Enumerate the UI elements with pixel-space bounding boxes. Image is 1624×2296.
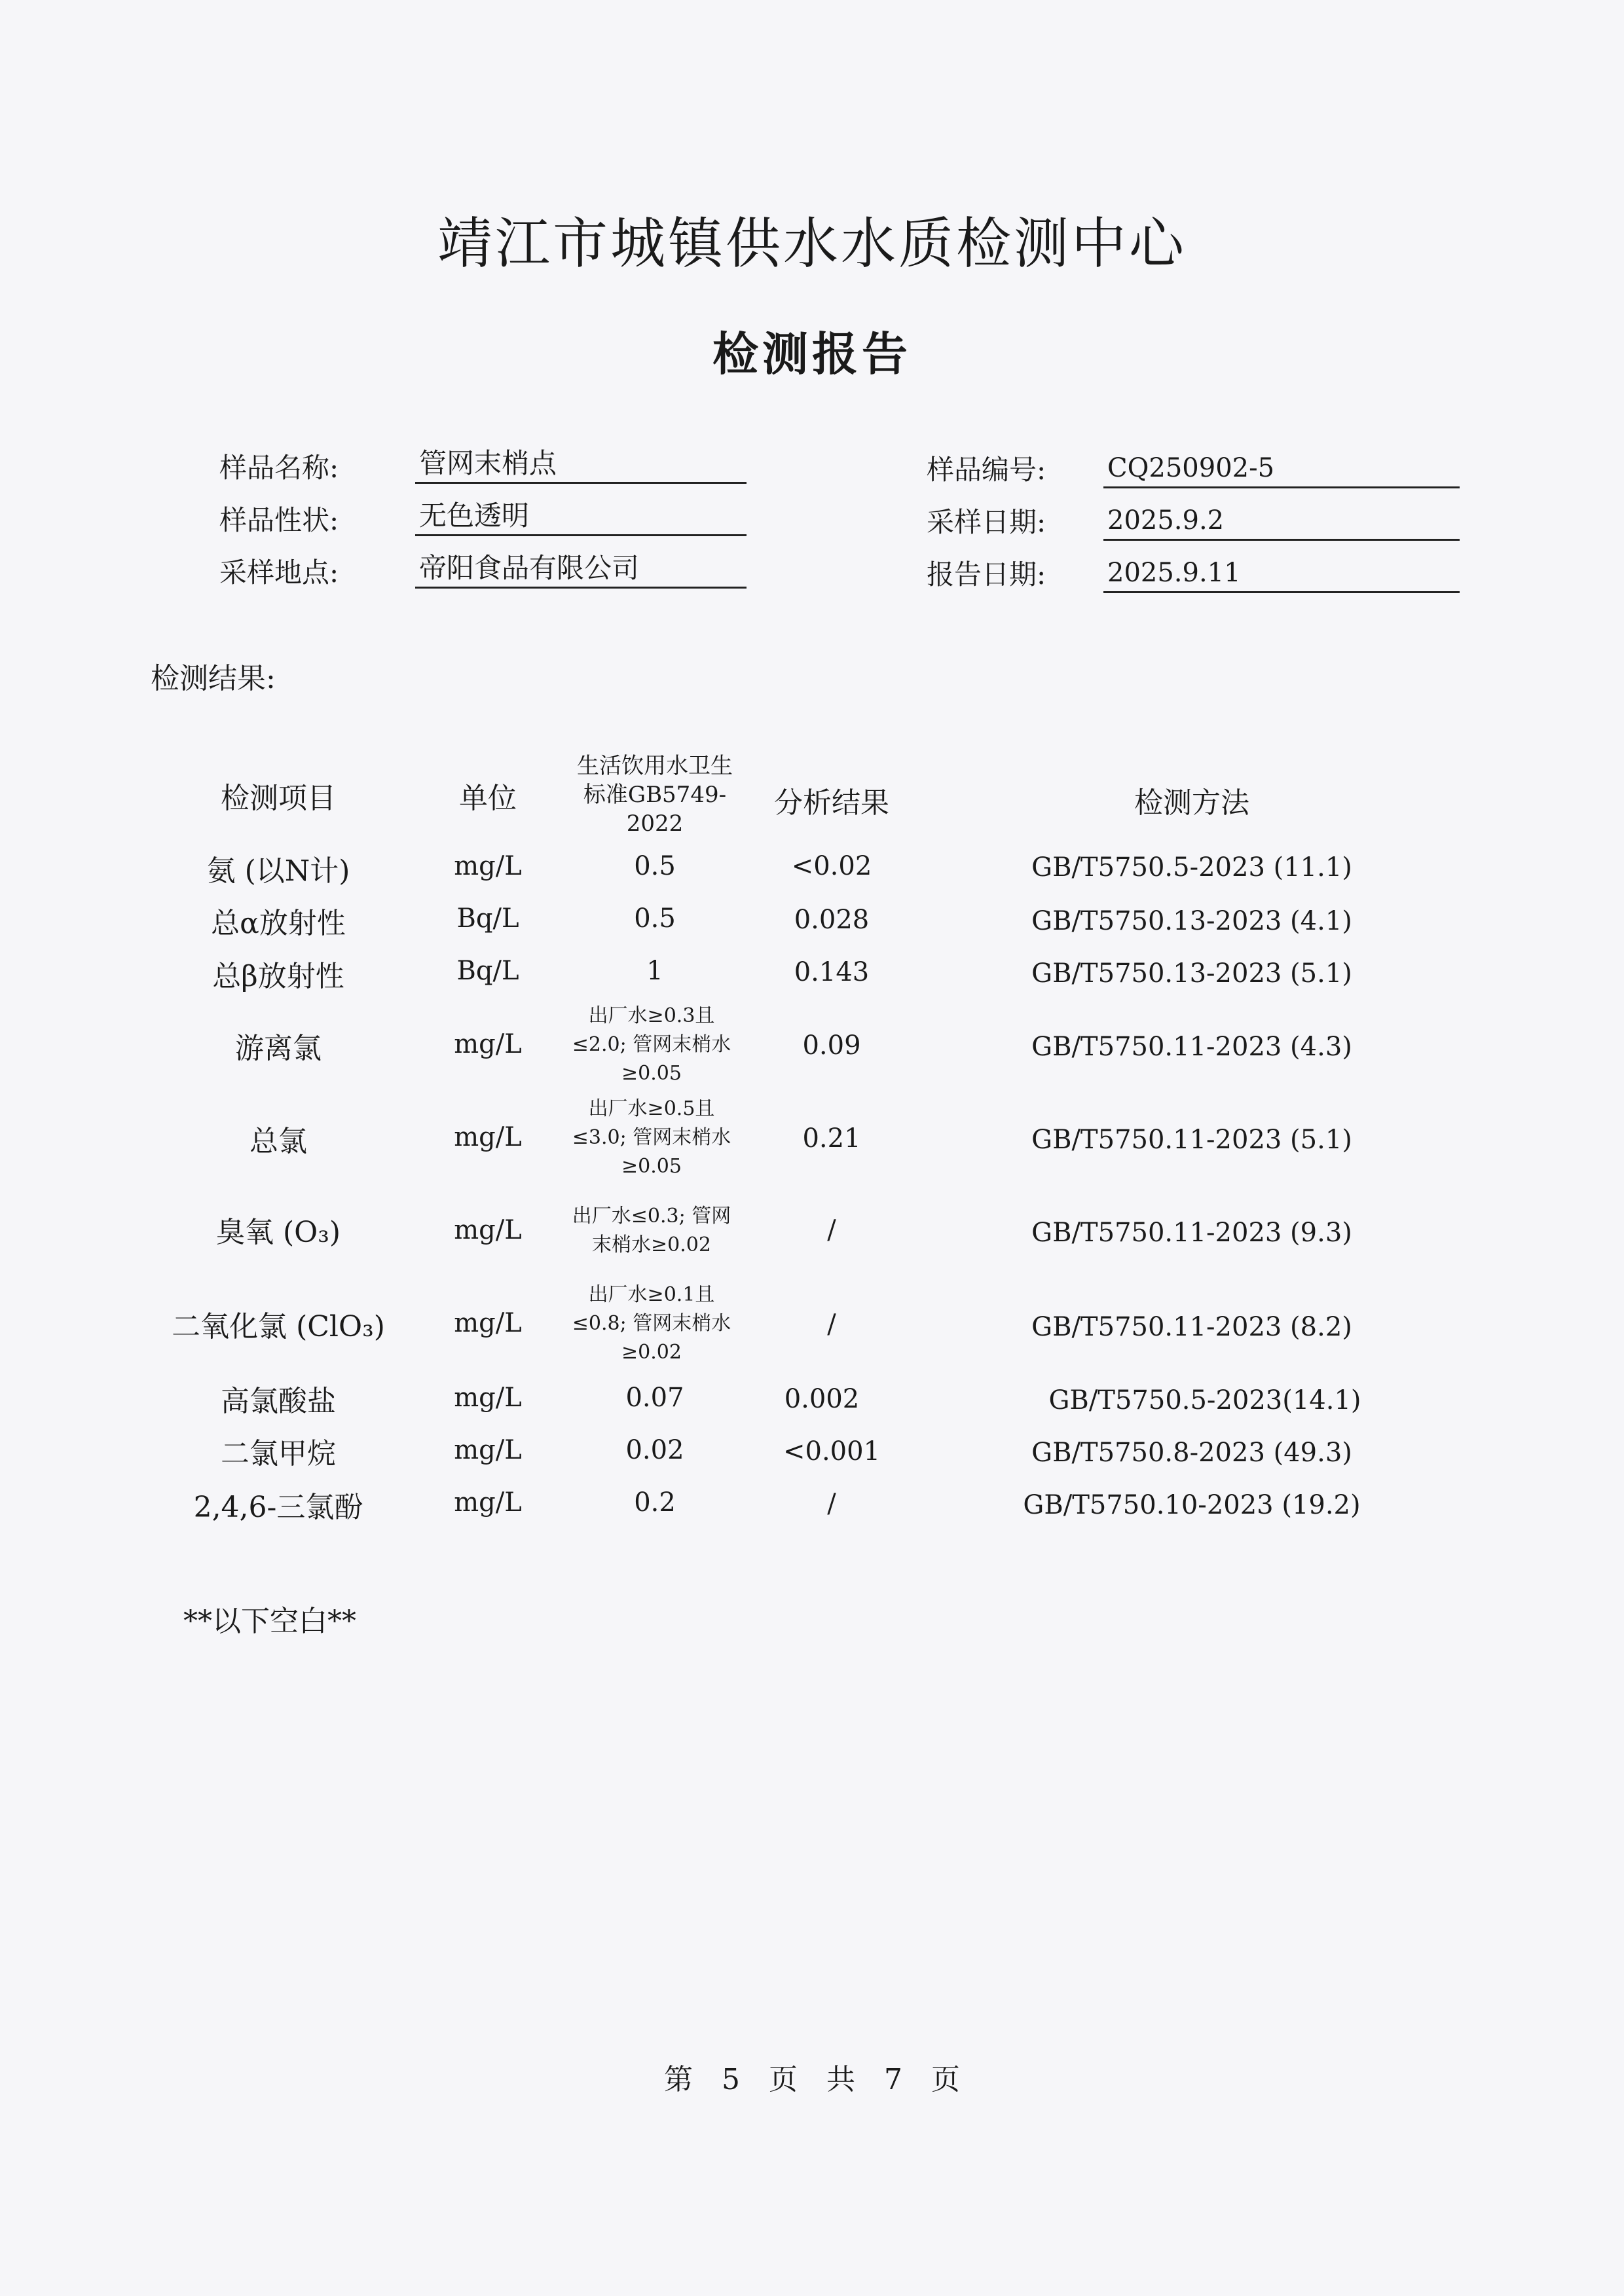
- sample-location-value: 帝阳食品有限公司: [415, 550, 747, 589]
- blank-note: **以下空白**: [183, 1605, 356, 1638]
- row-5-item: 臭氧 (O₃): [215, 1216, 341, 1249]
- report-title: 检测报告: [712, 327, 912, 381]
- row-3-result: 0.09: [802, 1030, 861, 1061]
- row-2-unit: Bq/L: [456, 956, 519, 986]
- header-standard: 生活饮用水卫生标准GB5749-2022: [577, 753, 733, 837]
- row-9-item: 2,4,6-三氯酚: [193, 1491, 363, 1524]
- row-1-standard: 0.5: [634, 903, 676, 934]
- row-3-item: 游离氯: [235, 1032, 322, 1065]
- row-5-method: GB/T5750.11-2023 (9.3): [1031, 1218, 1352, 1248]
- row-0-unit: mg/L: [454, 851, 522, 881]
- sample-state-label: 样品性状:: [219, 504, 339, 536]
- row-8-standard: 0.02: [625, 1435, 684, 1465]
- row-5-standard: 出厂水≤0.3; 管网末梢水≥0.02: [572, 1205, 731, 1256]
- header-unit: 单位: [459, 782, 517, 815]
- row-1-item: 总α放射性: [211, 907, 346, 940]
- row-8-item: 二氯甲烷: [221, 1437, 336, 1470]
- footer-mid1: 页: [769, 2063, 798, 2096]
- row-7-unit: mg/L: [454, 1383, 522, 1413]
- row-2-method: GB/T5750.13-2023 (5.1): [1031, 958, 1352, 989]
- report-date-value: 2025.9.11: [1103, 555, 1460, 593]
- page-footer: [0, 2056, 1624, 2098]
- sample-state-value: 无色透明: [415, 498, 747, 536]
- row-9-result: /: [827, 1489, 836, 1519]
- row-2-result: 0.143: [794, 957, 870, 987]
- report-date-label: 报告日期:: [927, 558, 1046, 591]
- row-0-method: GB/T5750.5-2023 (11.1): [1031, 852, 1352, 883]
- row-6-unit: mg/L: [454, 1308, 522, 1338]
- row-3-method: GB/T5750.11-2023 (4.3): [1031, 1032, 1352, 1062]
- row-7-result: 0.002: [784, 1384, 860, 1414]
- row-4-standard: 出厂水≥0.5且≤3.0; 管网末梢水≥0.05: [572, 1097, 731, 1178]
- footer-total-pages: 7: [884, 2063, 902, 2096]
- row-7-method: GB/T5750.5-2023(14.1): [1048, 1385, 1361, 1415]
- row-1-unit: Bq/L: [456, 903, 519, 934]
- row-3-standard: 出厂水≥0.3且≤2.0; 管网末梢水≥0.05: [572, 1004, 731, 1085]
- footer-page-number: 5: [722, 2063, 740, 2096]
- row-4-result: 0.21: [802, 1123, 861, 1154]
- row-0-standard: 0.5: [634, 851, 676, 881]
- row-4-item: 总氯: [249, 1125, 307, 1158]
- results-title: 检测结果:: [151, 662, 276, 695]
- header-result: 分析结果: [774, 786, 889, 820]
- row-4-unit: mg/L: [454, 1122, 522, 1152]
- row-4-method: GB/T5750.11-2023 (5.1): [1031, 1125, 1352, 1155]
- row-8-unit: mg/L: [454, 1435, 522, 1465]
- row-5-result: /: [827, 1215, 836, 1245]
- row-1-result: 0.028: [794, 905, 870, 935]
- row-2-standard: 1: [646, 956, 663, 986]
- header-item: 检测项目: [221, 782, 336, 815]
- row-6-standard: 出厂水≥0.1且≤0.8; 管网末梢水≥0.02: [572, 1283, 731, 1364]
- row-9-method: GB/T5750.10-2023 (19.2): [1023, 1490, 1361, 1520]
- sample-name-value: 管网末梢点: [415, 445, 747, 484]
- row-9-standard: 0.2: [634, 1487, 676, 1518]
- sample-location-label: 采样地点:: [219, 556, 339, 589]
- sample-name-label: 样品名称:: [219, 452, 339, 484]
- footer-prefix: 第: [664, 2063, 693, 2096]
- row-7-item: 高氯酸盐: [221, 1385, 336, 1418]
- row-1-method: GB/T5750.13-2023 (4.1): [1031, 906, 1352, 936]
- row-5-unit: mg/L: [454, 1215, 522, 1245]
- sample-date-label: 采样日期:: [927, 506, 1046, 538]
- row-7-standard: 0.07: [625, 1383, 684, 1413]
- row-3-unit: mg/L: [454, 1029, 522, 1059]
- row-0-item: 氨 (以N计): [206, 854, 350, 888]
- sample-code-value: CQ250902-5: [1103, 450, 1460, 488]
- row-6-result: /: [827, 1309, 836, 1339]
- sample-code-label: 样品编号:: [927, 454, 1046, 486]
- row-9-unit: mg/L: [454, 1487, 522, 1518]
- header-method: 检测方法: [1134, 786, 1249, 820]
- footer-suffix: 页: [931, 2063, 960, 2096]
- sample-date-value: 2025.9.2: [1103, 502, 1460, 541]
- footer-mid2: 共: [826, 2063, 855, 2096]
- row-6-method: GB/T5750.11-2023 (8.2): [1031, 1312, 1352, 1342]
- row-8-result: <0.001: [783, 1436, 881, 1467]
- row-8-method: GB/T5750.8-2023 (49.3): [1031, 1438, 1352, 1468]
- row-0-result: <0.02: [791, 851, 872, 881]
- row-6-item: 二氧化氯 (ClO₃): [172, 1310, 385, 1343]
- org-name: 靖江市城镇供水水质检测中心: [437, 211, 1187, 276]
- row-2-item: 总β放射性: [212, 960, 344, 993]
